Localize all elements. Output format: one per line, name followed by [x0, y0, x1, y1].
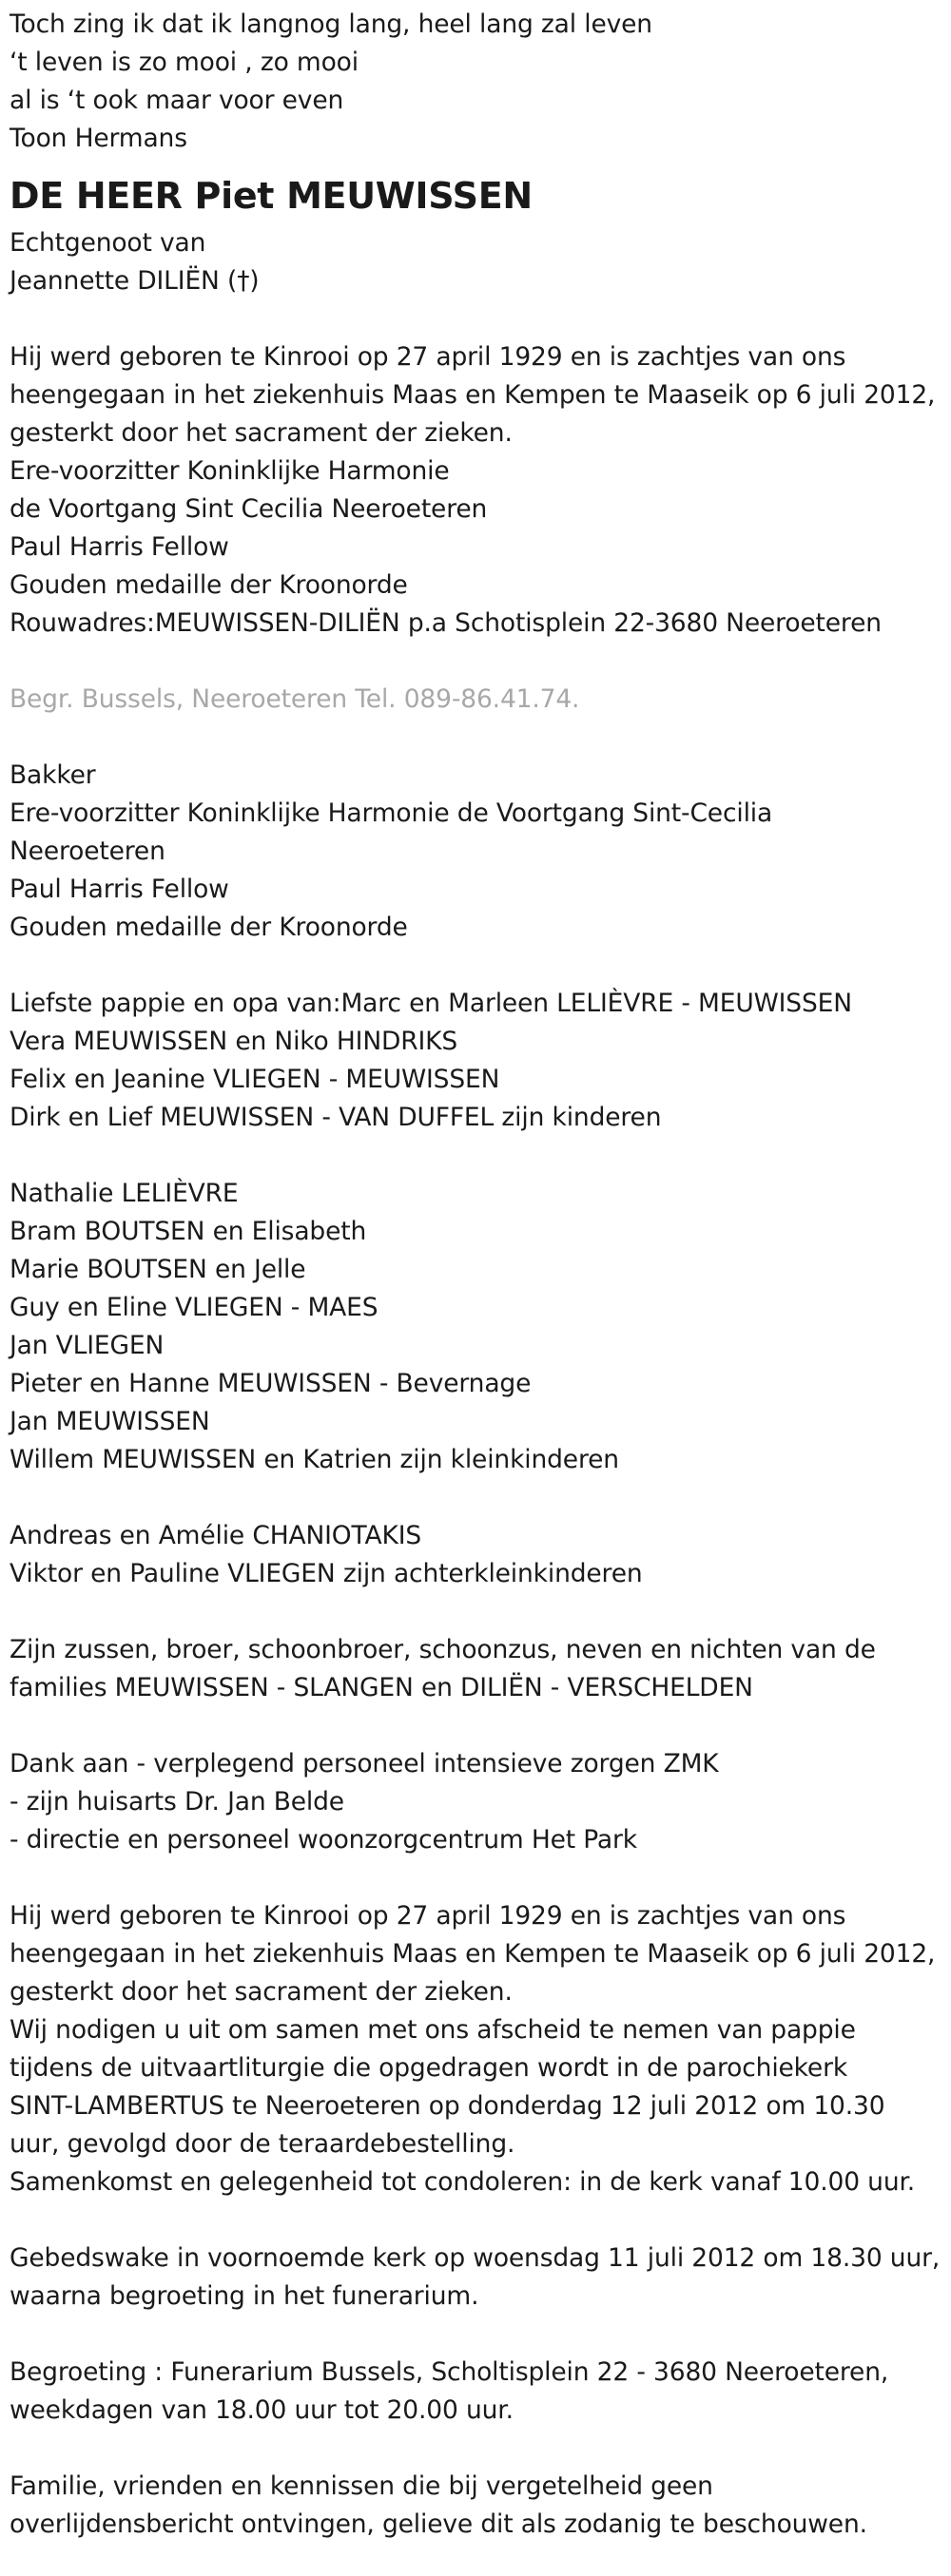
spacer	[10, 643, 941, 681]
spacer	[10, 2201, 941, 2240]
great-grandchild-line: Andreas en Amélie CHANIOTAKIS	[10, 1521, 422, 1550]
closing-line: Familie, vrienden en kennissen die bij vergetelheid geen	[10, 2471, 713, 2501]
spouse-label: Echtgenoot van	[10, 228, 206, 258]
spacer	[10, 947, 941, 985]
grandchild-line: Pieter en Hanne MEUWISSEN - Bevernage	[10, 1369, 532, 1398]
deceased-name: DE HEER Piet MEUWISSEN	[10, 175, 533, 217]
vigil-paragraph	[10, 2240, 941, 2316]
grandchild-line: Jan VLIEGEN	[10, 1331, 165, 1360]
title-line: Ere-voorzitter Koninklijke Harmonie de Voortgang Sint-Cecilia	[10, 798, 773, 828]
intro-line: Gouden medaille der Kroonorde	[10, 570, 408, 600]
grandchild-line: Guy en Eline VLIEGEN - MAES	[10, 1293, 378, 1322]
thanks-line: - directie en personeel woonzorgcentrum Het Park	[10, 1825, 637, 1855]
children-line: Liefste pappie en opa van:Marc en Marleen LELIÈVRE - MEUWISSEN	[10, 989, 852, 1018]
grandchild-line: Nathalie LELIÈVRE	[10, 1179, 239, 1208]
spouse-name: Jeannette DILIËN (†)	[10, 266, 260, 296]
thanks-paragraph	[10, 1745, 941, 1859]
spacer	[10, 1479, 941, 1517]
service-line: tijdens de uitvaartliturgie die opgedragen wordt in de parochiekerk	[10, 2053, 848, 2083]
service-line: gesterkt door het sacrament der zieken.	[10, 1977, 513, 2007]
great-grandchildren-list	[10, 1517, 941, 1593]
family-paragraph	[10, 1631, 941, 1707]
obituary-notice	[10, 6, 941, 2544]
visitation-paragraph	[10, 2354, 941, 2430]
poem-line: ‘t leven is zo mooi , zo mooi	[10, 48, 359, 77]
grandchildren-list	[10, 1175, 941, 1479]
spacer	[10, 1859, 941, 1897]
spacer	[10, 719, 941, 757]
vigil-line: waarna begroeting in het funerarium.	[10, 2281, 479, 2311]
title-line: Gouden medaille der Kroonorde	[10, 913, 408, 942]
grandchild-line: Bram BOUTSEN en Elisabeth	[10, 1217, 367, 1246]
service-line: Wij nodigen u uit om samen met ons afscheid te nemen van pappie	[10, 2015, 856, 2045]
spacer	[10, 300, 941, 338]
thanks-line: - zijn huisarts Dr. Jan Belde	[10, 1787, 344, 1817]
grandchild-line: Jan MEUWISSEN	[10, 1407, 210, 1436]
grandchild-line: Marie BOUTSEN en Jelle	[10, 1255, 306, 1284]
intro-paragraph	[10, 338, 941, 643]
service-line: heengegaan in het ziekenhuis Maas en Kempen te Maaseik op 6 juli 2012,	[10, 1939, 936, 1969]
intro-line: gesterkt door het sacrament der zieken.	[10, 418, 513, 448]
intro-line: de Voortgang Sint Cecilia Neeroeteren	[10, 494, 488, 524]
poem-line: al is ‘t ook maar voor even	[10, 86, 344, 115]
title-line: Bakker	[10, 760, 96, 790]
visitation-line: Begroeting : Funerarium Bussels, Scholtisplein 22 - 3680 Neeroeteren,	[10, 2357, 889, 2387]
family-line: Zijn zussen, broer, schoonbroer, schoonzus, neven en nichten van de	[10, 1635, 876, 1664]
service-paragraph	[10, 1897, 941, 2201]
intro-line: Ere-voorzitter Koninklijke Harmonie	[10, 456, 450, 486]
family-line: families MEUWISSEN - SLANGEN en DILIËN - VERSCHELDEN	[10, 1673, 753, 1702]
children-line: Vera MEUWISSEN en Niko HINDRIKS	[10, 1027, 458, 1056]
poem	[10, 6, 941, 158]
intro-line: heengegaan in het ziekenhuis Maas en Kempen te Maaseik op 6 juli 2012,	[10, 380, 936, 410]
title-line: Paul Harris Fellow	[10, 875, 229, 904]
children-line: Felix en Jeanine VLIEGEN - MEUWISSEN	[10, 1065, 500, 1094]
service-line: Samenkomst en gelegenheid tot condoleren: in de kerk vanaf 10.00 uur.	[10, 2167, 916, 2197]
intro-line: Hij werd geboren te Kinrooi op 27 april 1929 en is zachtjes van ons	[10, 342, 846, 372]
children-line: Dirk en Lief MEUWISSEN - VAN DUFFEL zijn kinderen	[10, 1103, 662, 1132]
service-line: SINT-LAMBERTUS te Neeroeteren op donderdag 12 juli 2012 om 10.30	[10, 2091, 885, 2121]
thanks-line: Dank aan - verplegend personeel intensieve zorgen ZMK	[10, 1749, 719, 1778]
spacer	[10, 1593, 941, 1631]
grandchild-line: Willem MEUWISSEN en Katrien zijn kleinkinderen	[10, 1445, 619, 1474]
undertaker-contact: Begr. Bussels, Neeroeteren Tel. 089-86.41.74.	[10, 684, 580, 714]
mourning-address: Rouwadres:MEUWISSEN-DILIËN p.a Schotisplein 22-3680 Neeroeteren	[10, 608, 882, 638]
service-line: uur, gevolgd door de teraardebestelling.	[10, 2129, 515, 2159]
closing-line: overlijdensbericht ontvingen, gelieve dit als zodanig te beschouwen.	[10, 2509, 867, 2539]
spacer	[10, 1707, 941, 1745]
vigil-line: Gebedswake in voornoemde kerk op woensdag 11 juli 2012 om 18.30 uur,	[10, 2243, 941, 2273]
intro-line: Paul Harris Fellow	[10, 532, 229, 562]
poem-author: Toon Hermans	[10, 124, 187, 153]
spacer	[10, 2316, 941, 2354]
spacer	[10, 1137, 941, 1175]
poem-line: Toch zing ik dat ik langnog lang, heel lang zal leven	[10, 10, 652, 39]
closing-paragraph	[10, 2468, 941, 2544]
titles-paragraph	[10, 757, 941, 947]
service-line: Hij werd geboren te Kinrooi op 27 april 1929 en is zachtjes van ons	[10, 1901, 846, 1931]
title-line: Neeroeteren	[10, 836, 165, 866]
children-list	[10, 985, 941, 1137]
visitation-line: weekdagen van 18.00 uur tot 20.00 uur.	[10, 2395, 514, 2425]
great-grandchild-line: Viktor en Pauline VLIEGEN zijn achterkleinkinderen	[10, 1559, 643, 1588]
spacer	[10, 2430, 941, 2468]
